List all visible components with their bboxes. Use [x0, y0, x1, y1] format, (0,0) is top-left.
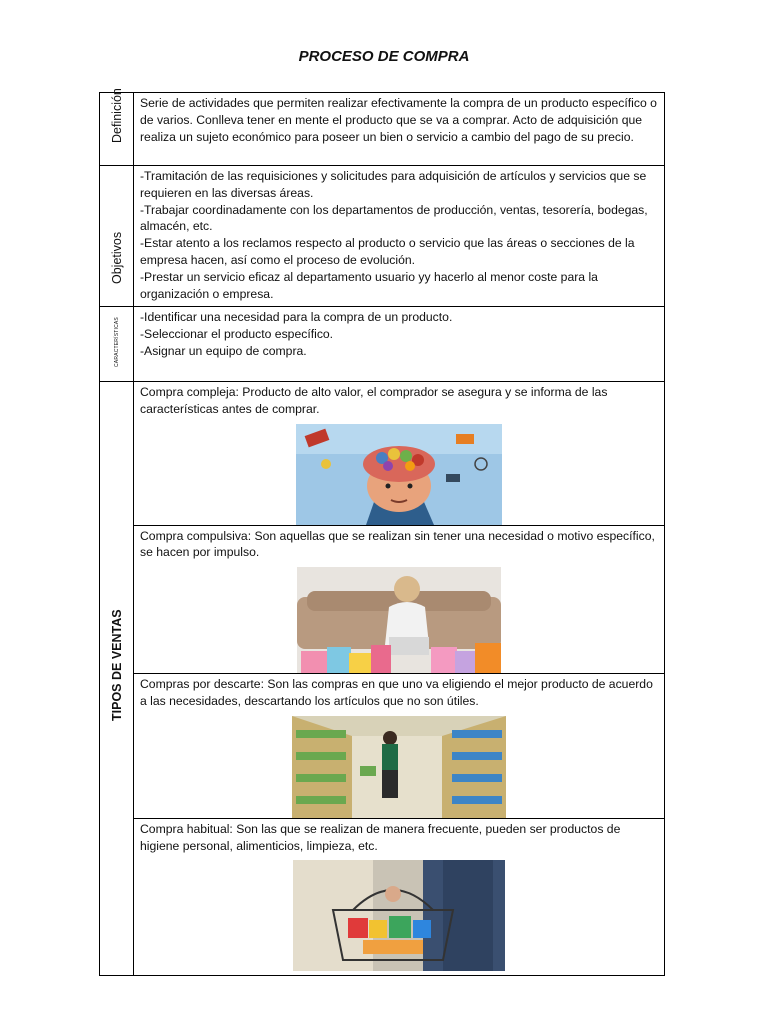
caracteristicas-content	[134, 307, 665, 382]
tipos-label: TIPOS DE VENTAS	[109, 609, 124, 721]
row-tipo-habitual	[100, 818, 665, 975]
compulsive-purchase-photo	[297, 567, 501, 673]
objetivo-item: -Trabajar coordinadamente con los departamentos de producción, ventas, tesorería, bodegas, almacén, etc.	[140, 202, 648, 234]
objetivo-item: -Tramitación de las requisiciones y solicitudes para adquisición de artículos y servicios que se requieren en las diversas áreas.	[140, 169, 647, 200]
row-tipo-compulsiva	[100, 525, 665, 674]
tipo-habitual-text: Compra habitual: Son las que se realizan de manera frecuente, pueden ser productos de higiene personal, alimenticios, limpieza, etc.	[140, 821, 621, 853]
definicion-text: Serie de actividades que permiten realizar efectivamente la compra de un producto específico o de varios. Conlleva tener en mente el producto que se va a comprar. Acto de adquisición que realiza un sujeto económico para poseer un bien o servicio a cambio del pago de su precio.	[140, 96, 657, 144]
caracteristica-item: -Seleccionar el producto específico.	[140, 326, 334, 341]
tipo-descarte-content	[134, 674, 665, 819]
tipo-habitual-content	[134, 818, 665, 975]
definicion-label-cell	[100, 88, 134, 166]
caracteristica-item: -Identificar una necesidad para la compra de un producto.	[140, 310, 453, 324]
objetivo-item: -Prestar un servicio eficaz al departamento usuario yy hacerlo al menor coste para la organización o empresa.	[140, 269, 598, 301]
habitual-purchase-photo	[293, 860, 505, 971]
caracteristica-item: -Asignar un equipo de compra.	[140, 343, 307, 358]
tipo-compulsiva-text: Compra compulsiva: Son aquellas que se realizan sin tener una necesidad o motivo específico, se hacen por impulso.	[140, 528, 655, 560]
row-caracteristicas	[100, 307, 665, 382]
tipos-label-cell	[100, 382, 134, 976]
process-table	[99, 88, 665, 976]
row-definicion	[100, 93, 665, 166]
row-tipo-descarte	[100, 674, 665, 819]
objetivo-item: -Estar atento a los reclamos respecto al producto o servicio que las áreas o secciones de la empresa hacen, así como el proceso de evolución.	[140, 236, 635, 267]
row-tipo-compleja	[100, 382, 665, 526]
definicion-content	[134, 93, 665, 166]
row-objetivos	[100, 166, 665, 307]
caracteristicas-label: CARACTERÍSTICAS	[113, 317, 120, 367]
tipo-compulsiva-content	[134, 525, 665, 674]
page-title: PROCESO DE COMPRA	[298, 48, 470, 65]
tipo-compleja-text: Compra compleja: Producto de alto valor, el comprador se asegura y se informa de las características antes de comprar.	[140, 385, 608, 416]
tipo-descarte-text: Compras por descarte: Son las compras en que uno va eligiendo el mejor producto de acuerdo a las necesidades, descartando los artículos que no son útiles.	[140, 677, 653, 708]
objetivos-label-cell	[100, 166, 134, 307]
objetivos-content	[134, 166, 665, 307]
objetivos-label: Objetivos	[109, 231, 124, 284]
definicion-label: Definición	[109, 88, 124, 143]
discard-purchase-photo	[292, 716, 506, 818]
tipo-compleja-content	[134, 382, 665, 526]
caracteristicas-label-cell	[100, 307, 134, 382]
complex-purchase-illustration	[296, 424, 502, 525]
